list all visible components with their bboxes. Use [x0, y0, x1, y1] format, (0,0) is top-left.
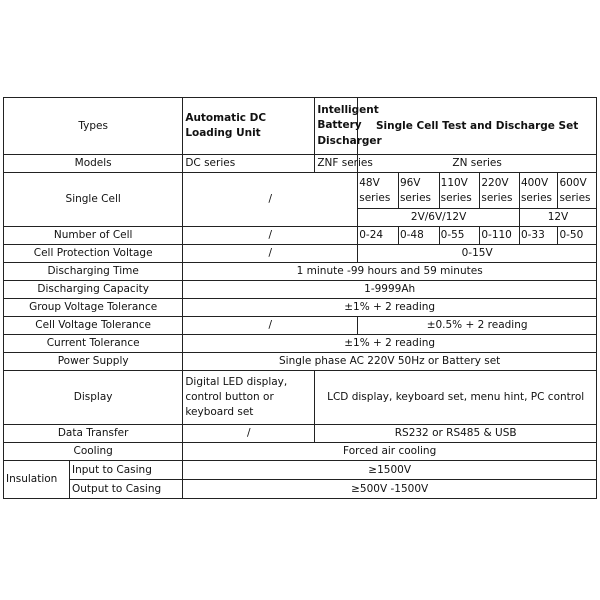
models-zn: ZN series [358, 155, 597, 173]
display-row [4, 371, 597, 425]
insulation-label: Insulation [4, 461, 70, 499]
models-dc: DC series [183, 155, 315, 173]
cell-protection-voltage-label: Cell Protection Voltage [4, 245, 183, 263]
display-label: Display [4, 371, 183, 425]
number-of-cell-label: Number of Cell [4, 227, 183, 245]
number-of-cell-96v: 0-48 [398, 227, 439, 245]
single-cell-row [4, 173, 597, 209]
number-of-cell-220v: 0-110 [480, 227, 520, 245]
header-row [4, 98, 597, 155]
single-cell-48v: 48V series [358, 173, 399, 209]
single-cell-110v: 110V series [439, 173, 480, 209]
models-znf: ZNF series [315, 155, 358, 173]
current-tolerance-label: Current Tolerance [4, 335, 183, 353]
zn-unit-header: Single Cell Test and Discharge Set [358, 98, 597, 155]
number-of-cell-48v: 0-24 [358, 227, 399, 245]
single-cell-400v: 400V series [519, 173, 558, 209]
number-of-cell-600v: 0-50 [558, 227, 597, 245]
cell-protection-voltage-zn: 0-15V [358, 245, 597, 263]
insulation-input-label: Input to Casing [70, 461, 183, 480]
models-label: Models [4, 155, 183, 173]
single-cell-220v: 220V series [480, 173, 520, 209]
number-of-cell-dc-znf: / [183, 227, 358, 245]
cell-protection-voltage-dc-znf: / [183, 245, 358, 263]
single-cell-dc-znf: / [183, 173, 358, 227]
power-supply-label: Power Supply [4, 353, 183, 371]
types-header: Types [4, 98, 183, 155]
data-transfer-zn: RS232 or RS485 & USB [315, 425, 597, 443]
dc-unit-header: Automatic DC Loading Unit [183, 98, 315, 155]
cell-voltage-tolerance-row [4, 317, 597, 335]
discharging-time-value: 1 minute -99 hours and 59 minutes [183, 263, 597, 281]
display-dc: Digital LED display, control button or keyboard set [183, 371, 315, 425]
insulation-input-row [4, 461, 597, 480]
discharging-capacity-label: Discharging Capacity [4, 281, 183, 299]
number-of-cell-400v: 0-33 [519, 227, 558, 245]
insulation-input-value: ≥1500V [183, 461, 597, 480]
cell-voltage-tolerance-dc-znf: / [183, 317, 358, 335]
discharging-time-row [4, 263, 597, 281]
group-voltage-tolerance-row [4, 299, 597, 317]
single-cell-600v: 600V series [558, 173, 597, 209]
single-cell-label: Single Cell [4, 173, 183, 227]
models-row [4, 155, 597, 173]
single-cell-high-group: 12V [519, 209, 596, 227]
single-cell-96v: 96V series [398, 173, 439, 209]
insulation-output-value: ≥500V -1500V [183, 480, 597, 499]
number-of-cell-row [4, 227, 597, 245]
znf-unit-header: Intelligent Battery Discharger [315, 98, 358, 155]
discharging-time-label: Discharging Time [4, 263, 183, 281]
current-tolerance-row [4, 335, 597, 353]
display-znf-zn: LCD display, keyboard set, menu hint, PC control [315, 371, 597, 425]
power-supply-value: Single phase AC 220V 50Hz or Battery set [183, 353, 597, 371]
cooling-row [4, 443, 597, 461]
cell-voltage-tolerance-label: Cell Voltage Tolerance [4, 317, 183, 335]
data-transfer-dc-znf: / [183, 425, 315, 443]
insulation-output-label: Output to Casing [70, 480, 183, 499]
cell-voltage-tolerance-zn: ±0.5% + 2 reading [358, 317, 597, 335]
current-tolerance-value: ±1% + 2 reading [183, 335, 597, 353]
number-of-cell-110v: 0-55 [439, 227, 480, 245]
cell-protection-voltage-row [4, 245, 597, 263]
discharging-capacity-value: 1-9999Ah [183, 281, 597, 299]
data-transfer-row [4, 425, 597, 443]
discharging-capacity-row [4, 281, 597, 299]
cooling-label: Cooling [4, 443, 183, 461]
single-cell-low-group: 2V/6V/12V [358, 209, 520, 227]
cooling-value: Forced air cooling [183, 443, 597, 461]
data-transfer-label: Data Transfer [4, 425, 183, 443]
specification-table [3, 97, 597, 499]
group-voltage-tolerance-value: ±1% + 2 reading [183, 299, 597, 317]
power-supply-row [4, 353, 597, 371]
group-voltage-tolerance-label: Group Voltage Tolerance [4, 299, 183, 317]
insulation-output-row [4, 480, 597, 499]
